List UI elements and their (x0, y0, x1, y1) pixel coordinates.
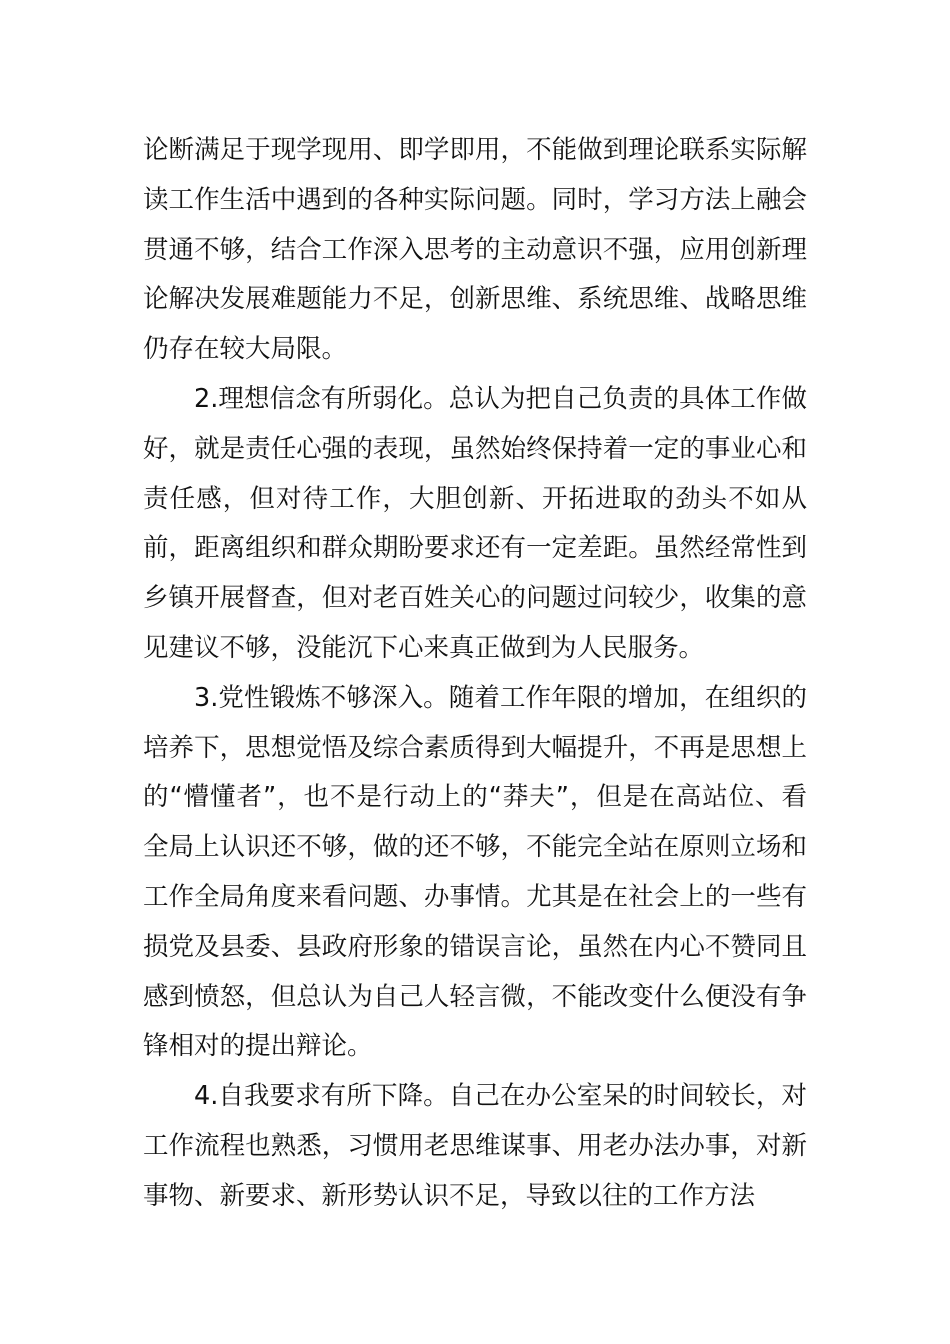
document-body (143, 126, 807, 1222)
paragraph-party-discipline: 3.党性锻炼不够深入。随着工作年限的增加，在组织的培养下，思想觉悟及综合素质得到大幅提升，不再是思想上的“懵懂者”，也不是行动上的“莽夫”，但是在高站位、看全局上认识还不够，做的还不够，不能完全站在原则立场和工作全局角度来看问题、办事情。尤其是在社会上的一些有损党及县委、县政府形象的错误言论，虽然在内心不赞同且感到愤怒，但总认为自己人轻言微，不能改变什么便没有争锋相对的提出辩论。 (143, 682, 807, 1062)
paragraph-continuation: 论断满足于现学现用、即学即用，不能做到理论联系实际解读工作生活中遇到的各种实际问题。同时，学习方法上融会贯通不够，结合工作深入思考的主动意识不强，应用创新理论解决发展难题能力不足，创新思维、系统思维、战略思维仍存在较大局限。 (143, 135, 807, 365)
paragraph-self-requirements: 4.自我要求有所下降。自己在办公室呆的时间较长，对工作流程也熟悉，习惯用老思维谋事、用老办法办事，对新事物、新要求、新形势认识不足，导致以往的工作方法 (143, 1081, 807, 1211)
paragraph-ideals-beliefs: 2.理想信念有所弱化。总认为把自己负责的具体工作做好，就是责任心强的表现，虽然始终保持着一定的事业心和责任感，但对待工作，大胆创新、开拓进取的劲头不如从前，距离组织和群众期盼要求还有一定差距。虽然经常性到乡镇开展督查，但对老百姓关心的问题过问较少，收集的意见建议不够，没能沉下心来真正做到为人民服务。 (143, 383, 807, 663)
